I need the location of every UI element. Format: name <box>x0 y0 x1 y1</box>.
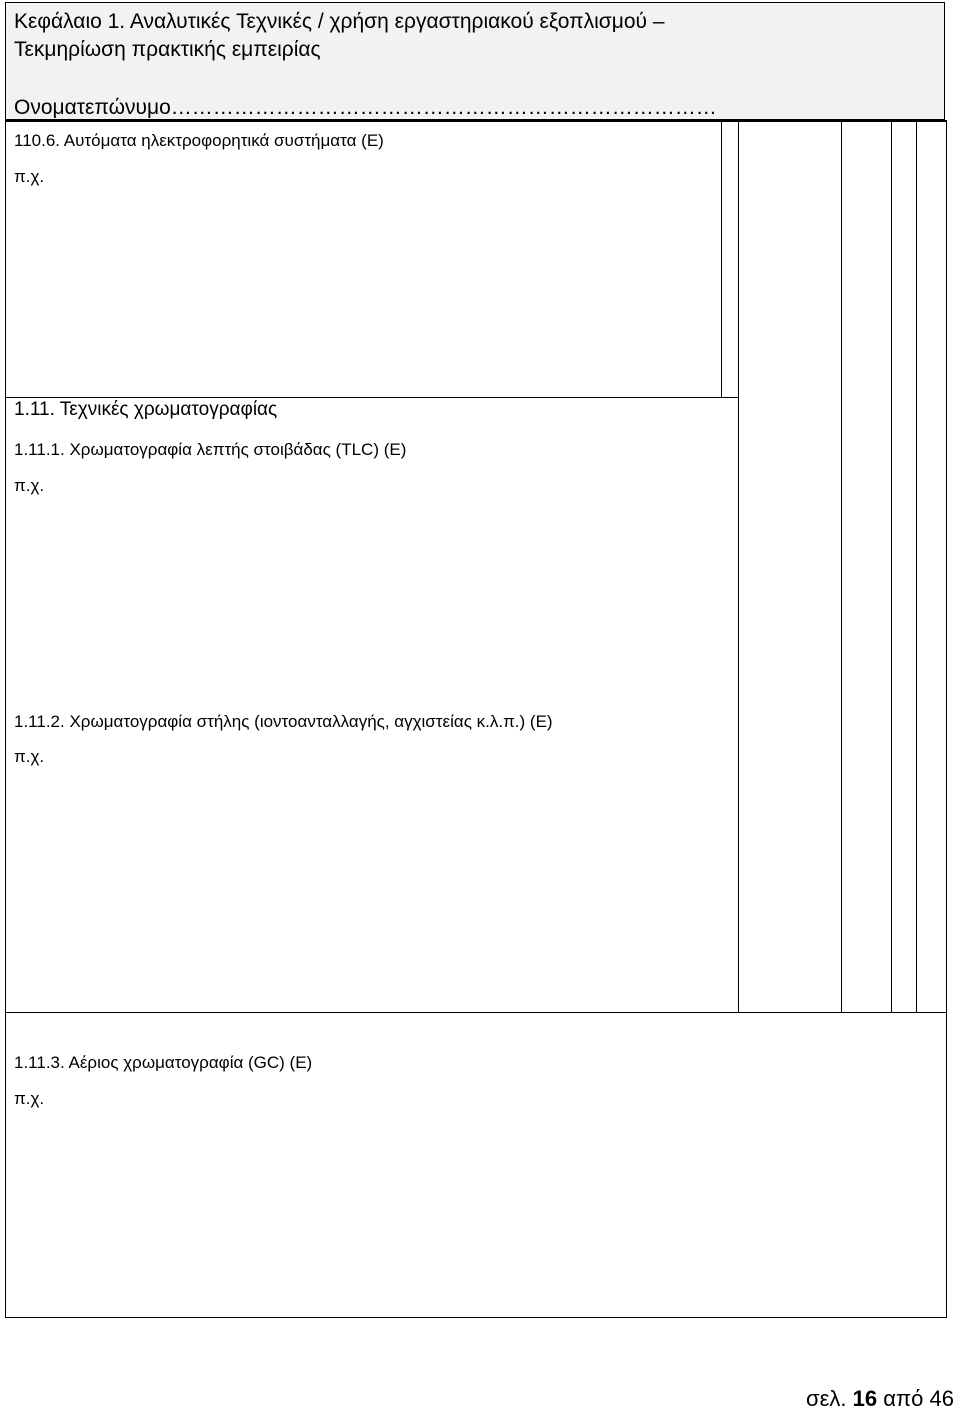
column-divider <box>891 122 892 1012</box>
page-separator: από <box>883 1386 924 1411</box>
page-prefix: σελ. <box>806 1386 847 1411</box>
column-divider <box>916 122 917 1012</box>
column-divider <box>841 122 842 1012</box>
page-number <box>806 1386 954 1412</box>
section-heading: 1.11.3. Αέριος χρωματογραφία (GC) (Ε) <box>14 1053 313 1072</box>
current-page: 16 <box>852 1386 878 1411</box>
row-divider <box>5 1012 947 1013</box>
total-pages: 46 <box>929 1386 954 1411</box>
section-heading: 110.6. Αυτόματα ηλεκτροφορητικά συστήματα (Ε) <box>14 131 384 150</box>
table-border-bottom <box>5 1317 947 1318</box>
section-heading: 1.11.1. Χρωματογραφία λεπτής στοιβάδας (TLC) (Ε) <box>14 440 407 459</box>
example-label: π.χ. <box>14 747 45 766</box>
chapter-title: Κεφάλαιο 1. Αναλυτικές Τεχνικές / χρήση εργαστηριακού εξοπλισμού – <box>14 10 665 33</box>
example-label: π.χ. <box>14 1089 45 1108</box>
page-header <box>5 2 945 120</box>
column-divider <box>721 122 722 397</box>
name-field[interactable]: Ονοματεπώνυμο…………………………………………………………………… <box>14 96 717 119</box>
example-label: π.χ. <box>14 167 45 186</box>
table-border-right <box>946 120 947 1318</box>
section-heading: 1.11.2. Χρωματογραφία στήλης (ιοντοανταλλαγής, αγχιστείας κ.λ.π.) (Ε) <box>14 712 553 731</box>
row-divider <box>5 397 738 398</box>
table-border-left <box>5 120 6 1318</box>
header-divider <box>5 120 947 122</box>
column-divider <box>738 122 739 1012</box>
section-heading: 1.11. Τεχνικές χρωματογραφίας <box>14 399 278 420</box>
example-label: π.χ. <box>14 476 45 495</box>
chapter-subtitle: Τεκμηρίωση πρακτικής εμπειρίας <box>14 38 321 61</box>
